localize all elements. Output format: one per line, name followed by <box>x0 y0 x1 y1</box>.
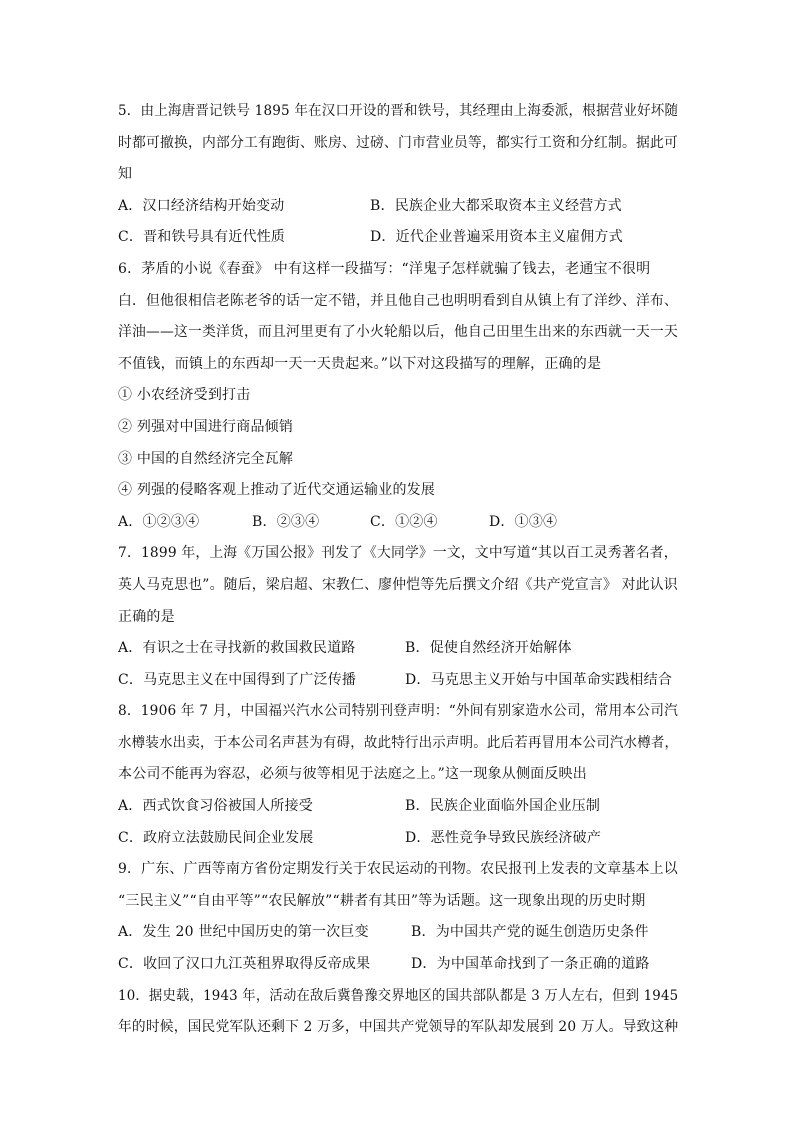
question-9-line-1: 9．广东、广西等南方省份定期发行关于农民运动的刊物。农民报刊上发表的文章基本上以 <box>118 861 678 878</box>
question-6-statement-4: ④ 列强的侵略客观上推动了近代交通运输业的发展 <box>118 482 436 499</box>
exam-page <box>118 96 678 1044</box>
question-6-option-b[interactable]: B．②③④ <box>252 513 320 530</box>
question-9-line-2: “三民主义”“自由平等”“农民解放”“耕者有其田”等为话题。这一现象出现的历史时期 <box>118 892 646 909</box>
question-9-option-a[interactable]: A．发生 20 世纪中国历史的第一次巨变 <box>118 924 369 941</box>
question-8-line-2: 水樽装水出卖，于本公司名声甚为有碍，故此特行出示声明。此后若再冒用本公司汽水樽者， <box>118 734 679 751</box>
question-7-option-b[interactable]: B．促使自然经济开始解体 <box>405 640 572 657</box>
question-6-statement-2: ② 列强对中国进行商品倾销 <box>118 418 294 435</box>
question-5 <box>118 96 678 254</box>
question-7-option-a[interactable]: A．有识之士在寻找新的救国救民道路 <box>118 640 356 657</box>
question-5-options-row-1 <box>118 191 678 223</box>
question-5-option-d[interactable]: D．近代企业普遍采用资本主义雇佣方式 <box>370 229 623 246</box>
question-8-options-row-1 <box>118 791 678 823</box>
question-6-options-row-1 <box>118 507 678 539</box>
question-5-line-1: 5．由上海唐晋记铁号 1895 年在汉口开设的晋和铁号，其经理由上海委派，根据营业好坏随 <box>118 103 679 119</box>
question-7-line-2: 英人马克思也”。随后，梁启超、宋教仁、廖仲恺等先后撰文介绍《共产党宣言》 对此认识 <box>118 576 678 593</box>
question-10 <box>118 981 678 1044</box>
question-6-option-c[interactable]: C．①②④ <box>370 513 438 530</box>
question-6-line-3: 洋油——这一类洋货，而且河里更有了小火轮船以后，他自己田里生出来的东西就一天一天 <box>118 324 678 341</box>
question-5-line-3: 知 <box>118 166 133 183</box>
question-9-options-row-2 <box>118 949 678 981</box>
question-6-statement-3: ③ 中国的自然经济完全瓦解 <box>118 450 294 467</box>
question-5-option-c[interactable]: C．晋和铁号具有近代性质 <box>118 229 286 246</box>
question-6-statement-1: ① 小农经济受到打击 <box>118 387 251 404</box>
question-8-option-c[interactable]: C．政府立法鼓励民间企业发展 <box>118 829 314 846</box>
question-6-line-1: 6．茅盾的小说《春蚕》 中有这样一段描写：“洋鬼子怎样就骗了钱去，老通宝不很明 <box>118 260 651 277</box>
question-7-line-1: 7．1899 年，上海《万国公报》刊发了《大同学》一文，文中写道“其以百工灵秀著名者， <box>118 545 678 562</box>
question-9-options-row-1 <box>118 917 678 949</box>
question-8-line-3: 本公司不能再为容忍，必须与彼等相见于法庭之上。”这一现象从侧面反映出 <box>118 766 587 783</box>
question-10-line-1: 10．据史载，1943 年，活动在敌后冀鲁豫交界地区的国共部队都是 3 万人左右，但到 1945 <box>118 987 679 1004</box>
question-9-option-b[interactable]: B．为中国共产党的诞生创造历史条件 <box>411 924 649 941</box>
question-8-options-row-2 <box>118 823 678 855</box>
question-7-line-3: 正确的是 <box>118 608 175 625</box>
question-8-line-1: 8．1906 年 7 月，中国福兴汽水公司特别刊登声明：“外间有别家造水公司，常用本公司汽 <box>118 703 678 720</box>
question-6-line-2: 白．但他很相信老陈老爷的话一定不错，并且他自己也明明看到自从镇上有了洋纱、洋布、 <box>118 292 678 309</box>
question-7-options-row-2 <box>118 665 678 697</box>
question-7-option-d[interactable]: D．马克思主义开始与中国革命实践相结合 <box>405 671 673 688</box>
question-6 <box>118 254 678 538</box>
question-9 <box>118 854 678 980</box>
question-5-options-row-2 <box>118 222 678 254</box>
question-6-line-4: 不值钱，而镇上的东西却一天一天贵起来。”以下对这段描写的理解，正确的是 <box>118 355 602 372</box>
question-7-options-row-1 <box>118 633 678 665</box>
question-8-option-d[interactable]: D．恶性竞争导致民族经济破产 <box>405 829 602 846</box>
question-8-option-a[interactable]: A．西式饮食习俗被国人所接受 <box>118 798 313 815</box>
question-8-option-b[interactable]: B．民族企业面临外国企业压制 <box>405 798 601 815</box>
question-7-option-c[interactable]: C．马克思主义在中国得到了广泛传播 <box>118 671 357 688</box>
question-5-option-b[interactable]: B．民族企业大都采取资本主义经营方式 <box>370 197 622 214</box>
question-5-line-2: 时都可撤换，内部分工有跑街、账房、过磅、门市营业员等，都实行工资和分红制。据此可 <box>118 134 678 151</box>
question-6-option-d[interactable]: D．①③④ <box>489 513 558 530</box>
question-9-option-d[interactable]: D．为中国革命找到了一条正确的道路 <box>411 956 650 973</box>
question-8 <box>118 696 678 854</box>
question-9-option-c[interactable]: C．收回了汉口九江英租界取得反帝成果 <box>118 956 371 973</box>
question-6-option-a[interactable]: A．①②③④ <box>118 513 200 530</box>
question-10-line-2: 年的时候，国民党军队还剩下 2 万多，中国共产党领导的军队却发展到 20 万人。导致这种 <box>118 1019 679 1036</box>
question-7 <box>118 538 678 696</box>
question-5-option-a[interactable]: A．汉口经济结构开始变动 <box>118 197 285 214</box>
